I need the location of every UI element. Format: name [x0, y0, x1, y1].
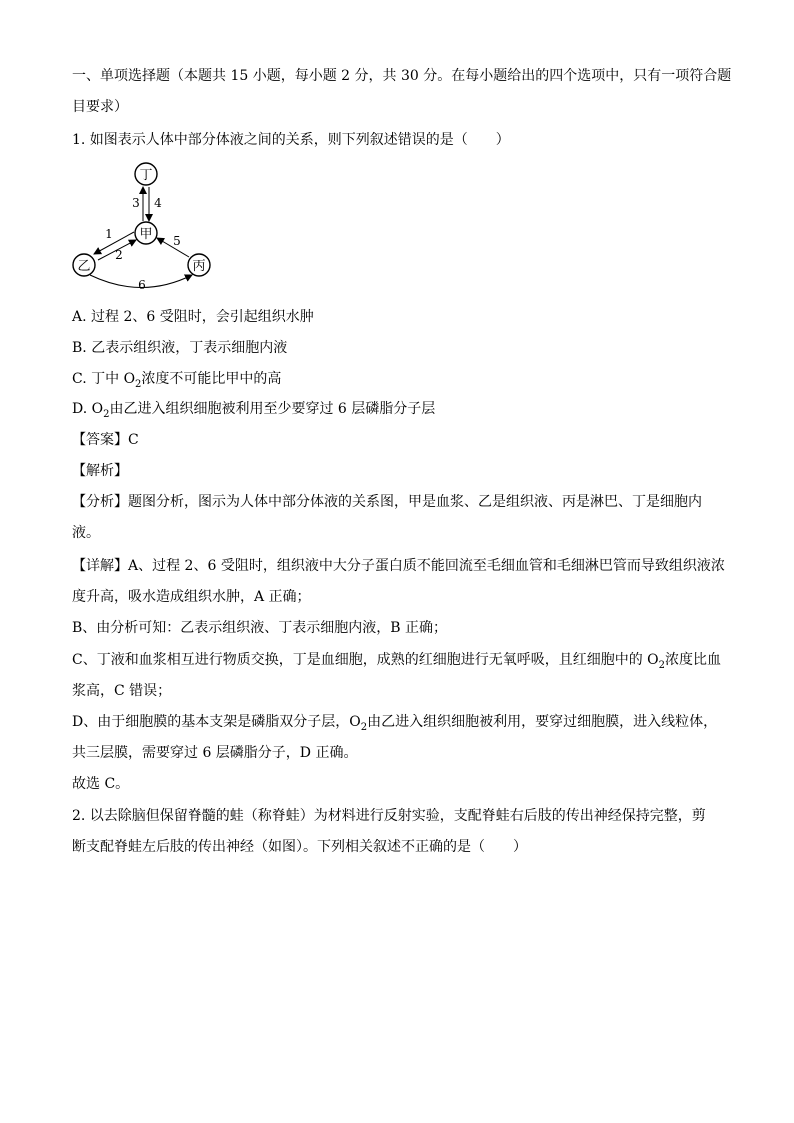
label-5: 5 [173, 234, 181, 248]
option-d-sub: 2 [103, 408, 110, 420]
analysis-line1: 【分析】题图分析，图示为人体中部分体液的关系图，甲是血浆、乙是组织液、丙是淋巴、丁是细胞内 [72, 494, 702, 510]
detail-line6-sub: 2 [360, 721, 368, 733]
answer: 【答案】C [72, 432, 139, 448]
section-title-line2: 目要求） [72, 99, 128, 115]
node-label-yi: 乙 [77, 259, 91, 274]
detail-line6-post: 由乙进入组织细胞被利用，要穿过细胞膜，进入线粒体， [367, 714, 718, 730]
analysis-heading: 【解析】 [72, 463, 128, 479]
section-title-line1: 一、单项选择题（本题共 15 小题，每小题 2 分，共 30 分。在每小题给出的四个选项中，只有一项符合题 [72, 68, 732, 84]
detail-line6 [72, 712, 717, 732]
option-c-sub: 2 [135, 378, 142, 390]
label-4: 4 [154, 196, 162, 210]
option-c-pre: C. 丁中 O [72, 371, 136, 387]
option-c [72, 369, 281, 389]
detail-line2: 度升高，吸水造成组织水肿，A 正确； [72, 589, 311, 605]
detail-line4-post: 浓度比血 [665, 652, 722, 668]
detail-line5: 浆高，C 错误； [72, 683, 172, 699]
node-label-ding: 丁 [139, 168, 153, 183]
label-3: 3 [132, 196, 140, 210]
option-d-pre: D. O [72, 401, 104, 417]
detail-line4-sub: 2 [658, 659, 666, 671]
conclusion: 故选 C。 [72, 776, 130, 792]
node-label-jia: 甲 [139, 227, 153, 242]
label-6: 6 [138, 278, 146, 292]
question-1-stem: 1. 如图表示人体中部分体液之间的关系，则下列叙述错误的是（ ） [72, 132, 510, 148]
option-c-post: 浓度不可能比甲中的高 [141, 371, 282, 387]
arrow-1 [94, 232, 134, 254]
label-1: 1 [105, 227, 113, 241]
question-2-stem-line2: 断支配脊蛙左后肢的传出神经（如图）。下列相关叙述不正确的是（ ） [72, 839, 527, 855]
detail-line1: 【详解】A、过程 2、6 受阻时，组织液中大分子蛋白质不能回流至毛细血管和毛细淋巴管而导致组织液浓 [72, 558, 725, 574]
detail-line4-pre: C、丁液和血浆相互进行物质交换，丁是血细胞，成熟的红细胞进行无氧呼吸，且红细胞中的 O [72, 652, 659, 668]
detail-line6-pre: D、由于细胞膜的基本支架是磷脂双分子层，O [72, 714, 361, 730]
question-2-stem-line1: 2. 以去除脑但保留脊髓的蛙（称脊蛙）为材料进行反射实验，支配脊蛙右后肢的传出神经保持完整，剪 [72, 808, 706, 824]
detail-line4 [72, 650, 721, 670]
option-b: B. 乙表示组织液，丁表示细胞内液 [72, 340, 288, 356]
option-a: A. 过程 2、6 受阻时，会引起组织水肿 [72, 309, 314, 325]
node-label-bing: 丙 [192, 259, 206, 274]
body-fluid-diagram [68, 160, 218, 292]
option-d-post: 由乙进入组织细胞被利用至少要穿过 6 层磷脂分子层 [109, 401, 436, 417]
label-2: 2 [115, 248, 123, 262]
analysis-line2: 液。 [72, 525, 100, 541]
detail-line7: 共三层膜，需要穿过 6 层磷脂分子，D 正确。 [72, 745, 358, 761]
option-d [72, 399, 435, 419]
detail-line3: B、由分析可知：乙表示组织液、丁表示细胞内液，B 正确； [72, 620, 448, 636]
